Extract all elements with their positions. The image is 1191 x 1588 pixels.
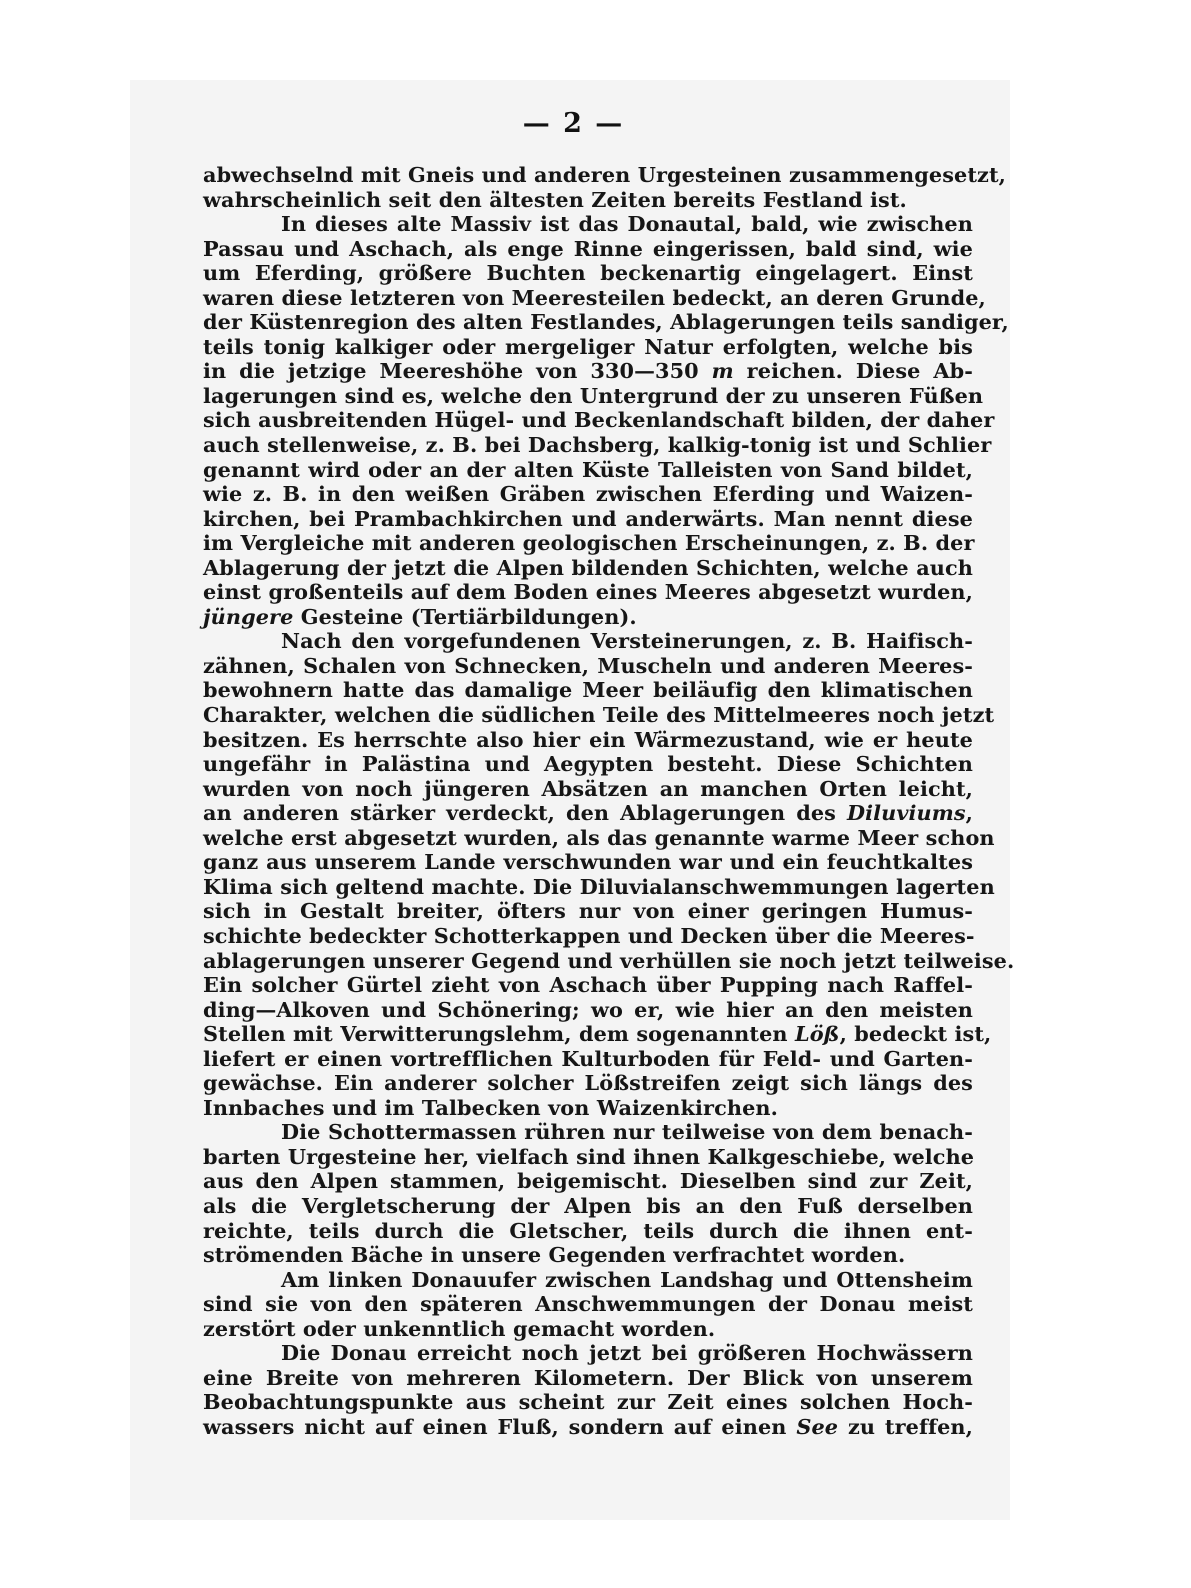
text-line [203, 1341, 973, 1366]
line-text: Beobachtungspunkte aus scheint zur Zeit eines solchen Hoch- [203, 1389, 973, 1415]
line-text: waren diese letzteren von Meeresteilen bedeckt, an deren Grunde, [203, 284, 986, 310]
line-text: sich ausbreitenden Hügel- und Beckenlandschaft bilden, der daher [203, 407, 995, 433]
text-line [203, 924, 973, 949]
emphasized-term: jüngere [203, 603, 294, 629]
line-text-continued: , [965, 800, 973, 826]
line-text: Ablagerung der jetzt die Alpen bildenden Schichten, welche auch [203, 554, 973, 580]
line-text-continued: Gesteine (Tertiärbildungen). [293, 603, 637, 629]
line-text: zähnen, Schalen von Schnecken, Muscheln und anderen Meeres- [203, 652, 973, 678]
line-text: strömenden Bäche in unsere Gegenden verfrachtet worden. [203, 1242, 906, 1268]
line-text: liefert er einen vortrefflichen Kulturboden für Feld- und Garten- [203, 1045, 973, 1071]
line-text: barten Urgesteine her, vielfach sind ihnen Kalkgeschiebe, welche [203, 1143, 975, 1169]
text-line [203, 850, 973, 875]
line-text: der Küstenregion des alten Festlandes, Ablagerungen teils sandiger, [203, 309, 1009, 335]
line-text: kirchen, bei Prambachkirchen und anderwärts. Man nennt diese [203, 505, 973, 531]
text-line [203, 1194, 973, 1219]
text-line [203, 752, 973, 777]
text-line [203, 728, 973, 753]
line-text: Am linken Donauufer zwischen Landshag und Ottensheim [281, 1266, 973, 1292]
line-text: welche erst abgesetzt wurden, als das genannte warme Meer schon [203, 824, 995, 850]
line-text: eine Breite von mehreren Kilometern. Der Blick von unserem [203, 1364, 973, 1390]
text-line [203, 432, 992, 458]
body-text [203, 162, 1015, 1439]
line-text: als die Vergletscherung der Alpen bis an den Fuß derselben [203, 1192, 973, 1218]
emphasized-term: See [796, 1413, 839, 1439]
text-line [203, 1145, 973, 1170]
text-line [203, 1071, 973, 1096]
text-line [203, 407, 995, 433]
text-line [203, 824, 995, 851]
line-text: teils tonig kalkiger oder mergeliger Natur erfolgten, welche bis [203, 333, 973, 359]
line-text: Klima sich geltend machte. Die Diluvialanschwemmungen lagerten [203, 873, 995, 899]
line-text-continued: zu treffen, [838, 1413, 973, 1439]
text-line [203, 702, 995, 728]
line-text: wie z. B. in den weißen Gräben zwischen Eferding und Waizen- [203, 481, 973, 507]
text-line [203, 261, 973, 286]
text-line [203, 1096, 973, 1121]
page-number: — 2 — [522, 108, 625, 139]
text-line [203, 162, 1007, 188]
text-line [203, 629, 973, 654]
text-line [203, 188, 973, 213]
text-line [203, 458, 973, 483]
line-text: ablagerungen unserer Gegend und verhüllen sie noch jetzt teilweise. [203, 947, 1015, 973]
line-text: Nach den vorgefundenen Versteinerungen, z. B. Haifisch- [281, 628, 973, 654]
text-line [203, 309, 1009, 335]
line-text: wassers nicht auf einen Fluß, sondern auf einen [203, 1413, 797, 1439]
text-line [203, 801, 973, 826]
text-line [203, 580, 973, 605]
text-line [203, 237, 973, 262]
line-text: aus den Alpen stammen, beigemischt. Dieselben sind zur Zeit, [203, 1168, 973, 1194]
line-text: Innbaches und im Talbecken von Waizenkirchen. [203, 1094, 778, 1120]
line-text: wahrscheinlich seit den ältesten Zeiten bereits Festland ist. [203, 186, 907, 212]
text-line [203, 1292, 973, 1317]
line-text: zerstört oder unkenntlich gemacht worden. [203, 1315, 716, 1341]
line-text: Charakter, welchen die südlichen Teile des Mittelmeeres noch jetzt [203, 702, 995, 728]
text-line [203, 973, 973, 998]
line-text: wurden von noch jüngeren Absätzen an manchen Orten leicht, [203, 775, 973, 801]
text-line [203, 1120, 973, 1145]
line-text: einst großenteils auf dem Boden eines Meeres abgesetzt wurden, [203, 579, 973, 605]
line-text: Ein solcher Gürtel zieht von Aschach über Pupping nach Raffel- [203, 972, 973, 998]
text-line [203, 947, 1015, 974]
text-line [203, 998, 973, 1023]
text-line [203, 507, 973, 532]
text-line [203, 1169, 973, 1194]
text-line [203, 382, 984, 409]
text-line [203, 335, 973, 360]
text-line [203, 531, 973, 556]
line-text: ungefähr in Palästina und Aegypten besteht. Diese Schichten [203, 751, 973, 777]
line-text: gewächse. Ein anderer solcher Lößstreifen zeigt sich längs des [203, 1070, 973, 1096]
line-text: im Vergleiche mit anderen geologischen Erscheinungen, z. B. der [203, 530, 975, 556]
line-text: bewohnern hatte das damalige Meer beiläufig den klimatischen [203, 677, 973, 703]
line-text: genannt wird oder an der alten Küste Talleisten von Sand bildet, [203, 456, 973, 482]
text-line [203, 359, 973, 384]
line-text: um Eferding, größere Buchten beckenartig eingelagert. Einst [203, 260, 973, 286]
line-text: Passau und Aschach, als enge Rinne eingerissen, bald sind, wie [203, 235, 973, 261]
text-line [203, 605, 973, 630]
line-text: an anderen stärker verdeckt, den Ablagerungen des [203, 800, 847, 826]
line-text: besitzen. Es herrschte also hier ein Wärmezustand, wie er heute [203, 726, 973, 752]
line-text: schichte bedeckter Schotterkappen und Decken über die Meeres- [203, 922, 975, 948]
text-line [203, 212, 973, 237]
text-line [203, 1390, 973, 1415]
line-text: sind sie von den späteren Anschwemmungen der Donau meist [203, 1291, 973, 1317]
text-line [203, 899, 973, 924]
line-text: ganz aus unserem Lande verschwunden war und ein feuchtkaltes [203, 849, 973, 875]
text-line [203, 1366, 973, 1391]
line-text-continued: reichen. Diese Ab- [733, 358, 973, 384]
line-text: auch stellenweise, z. B. bei Dachsberg, kalkig-tonig ist und Schlier [203, 432, 992, 458]
emphasized-term: Löß [794, 1021, 840, 1047]
text-line [203, 1219, 973, 1244]
line-text: in die jetzige Meereshöhe von 330—350 [203, 358, 712, 384]
line-text: Stellen mit Verwitterungslehm, dem sogenannten [203, 1021, 795, 1047]
line-text: reichte, teils durch die Gletscher, teils durch die ihnen ent- [203, 1217, 973, 1243]
text-line [203, 1021, 992, 1047]
line-text: In dieses alte Massiv ist das Donautal, bald, wie zwischen [281, 211, 973, 237]
text-line [203, 678, 973, 703]
line-text: sich in Gestalt breiter, öfters nur von einer geringen Humus- [203, 898, 973, 924]
text-line [203, 1268, 973, 1293]
line-text: Die Donau erreicht noch jetzt bei größeren Hochwässern [281, 1340, 973, 1366]
text-line [203, 654, 973, 679]
text-line [203, 873, 995, 900]
emphasized-term: m [711, 358, 734, 384]
line-text: abwechselnd mit Gneis und anderen Urgesteinen zusammengesetzt, [203, 162, 1007, 187]
emphasized-term: Diluviums [846, 800, 966, 826]
text-line [203, 1415, 973, 1440]
text-line [203, 1243, 973, 1268]
line-text: Die Schottermassen rühren nur teilweise von dem benach- [281, 1119, 973, 1145]
line-text: lagerungen sind es, welche den Untergrund der zu unseren Füßen [203, 382, 984, 408]
text-line [203, 1317, 973, 1342]
text-line [203, 777, 973, 802]
line-text-continued: , bedeckt ist, [839, 1021, 992, 1047]
text-line [203, 556, 973, 581]
text-line [203, 284, 986, 311]
text-line [203, 482, 973, 507]
line-text: ding—Alkoven und Schönering; wo er, wie hier an den meisten [203, 996, 973, 1022]
text-line [203, 1047, 973, 1072]
